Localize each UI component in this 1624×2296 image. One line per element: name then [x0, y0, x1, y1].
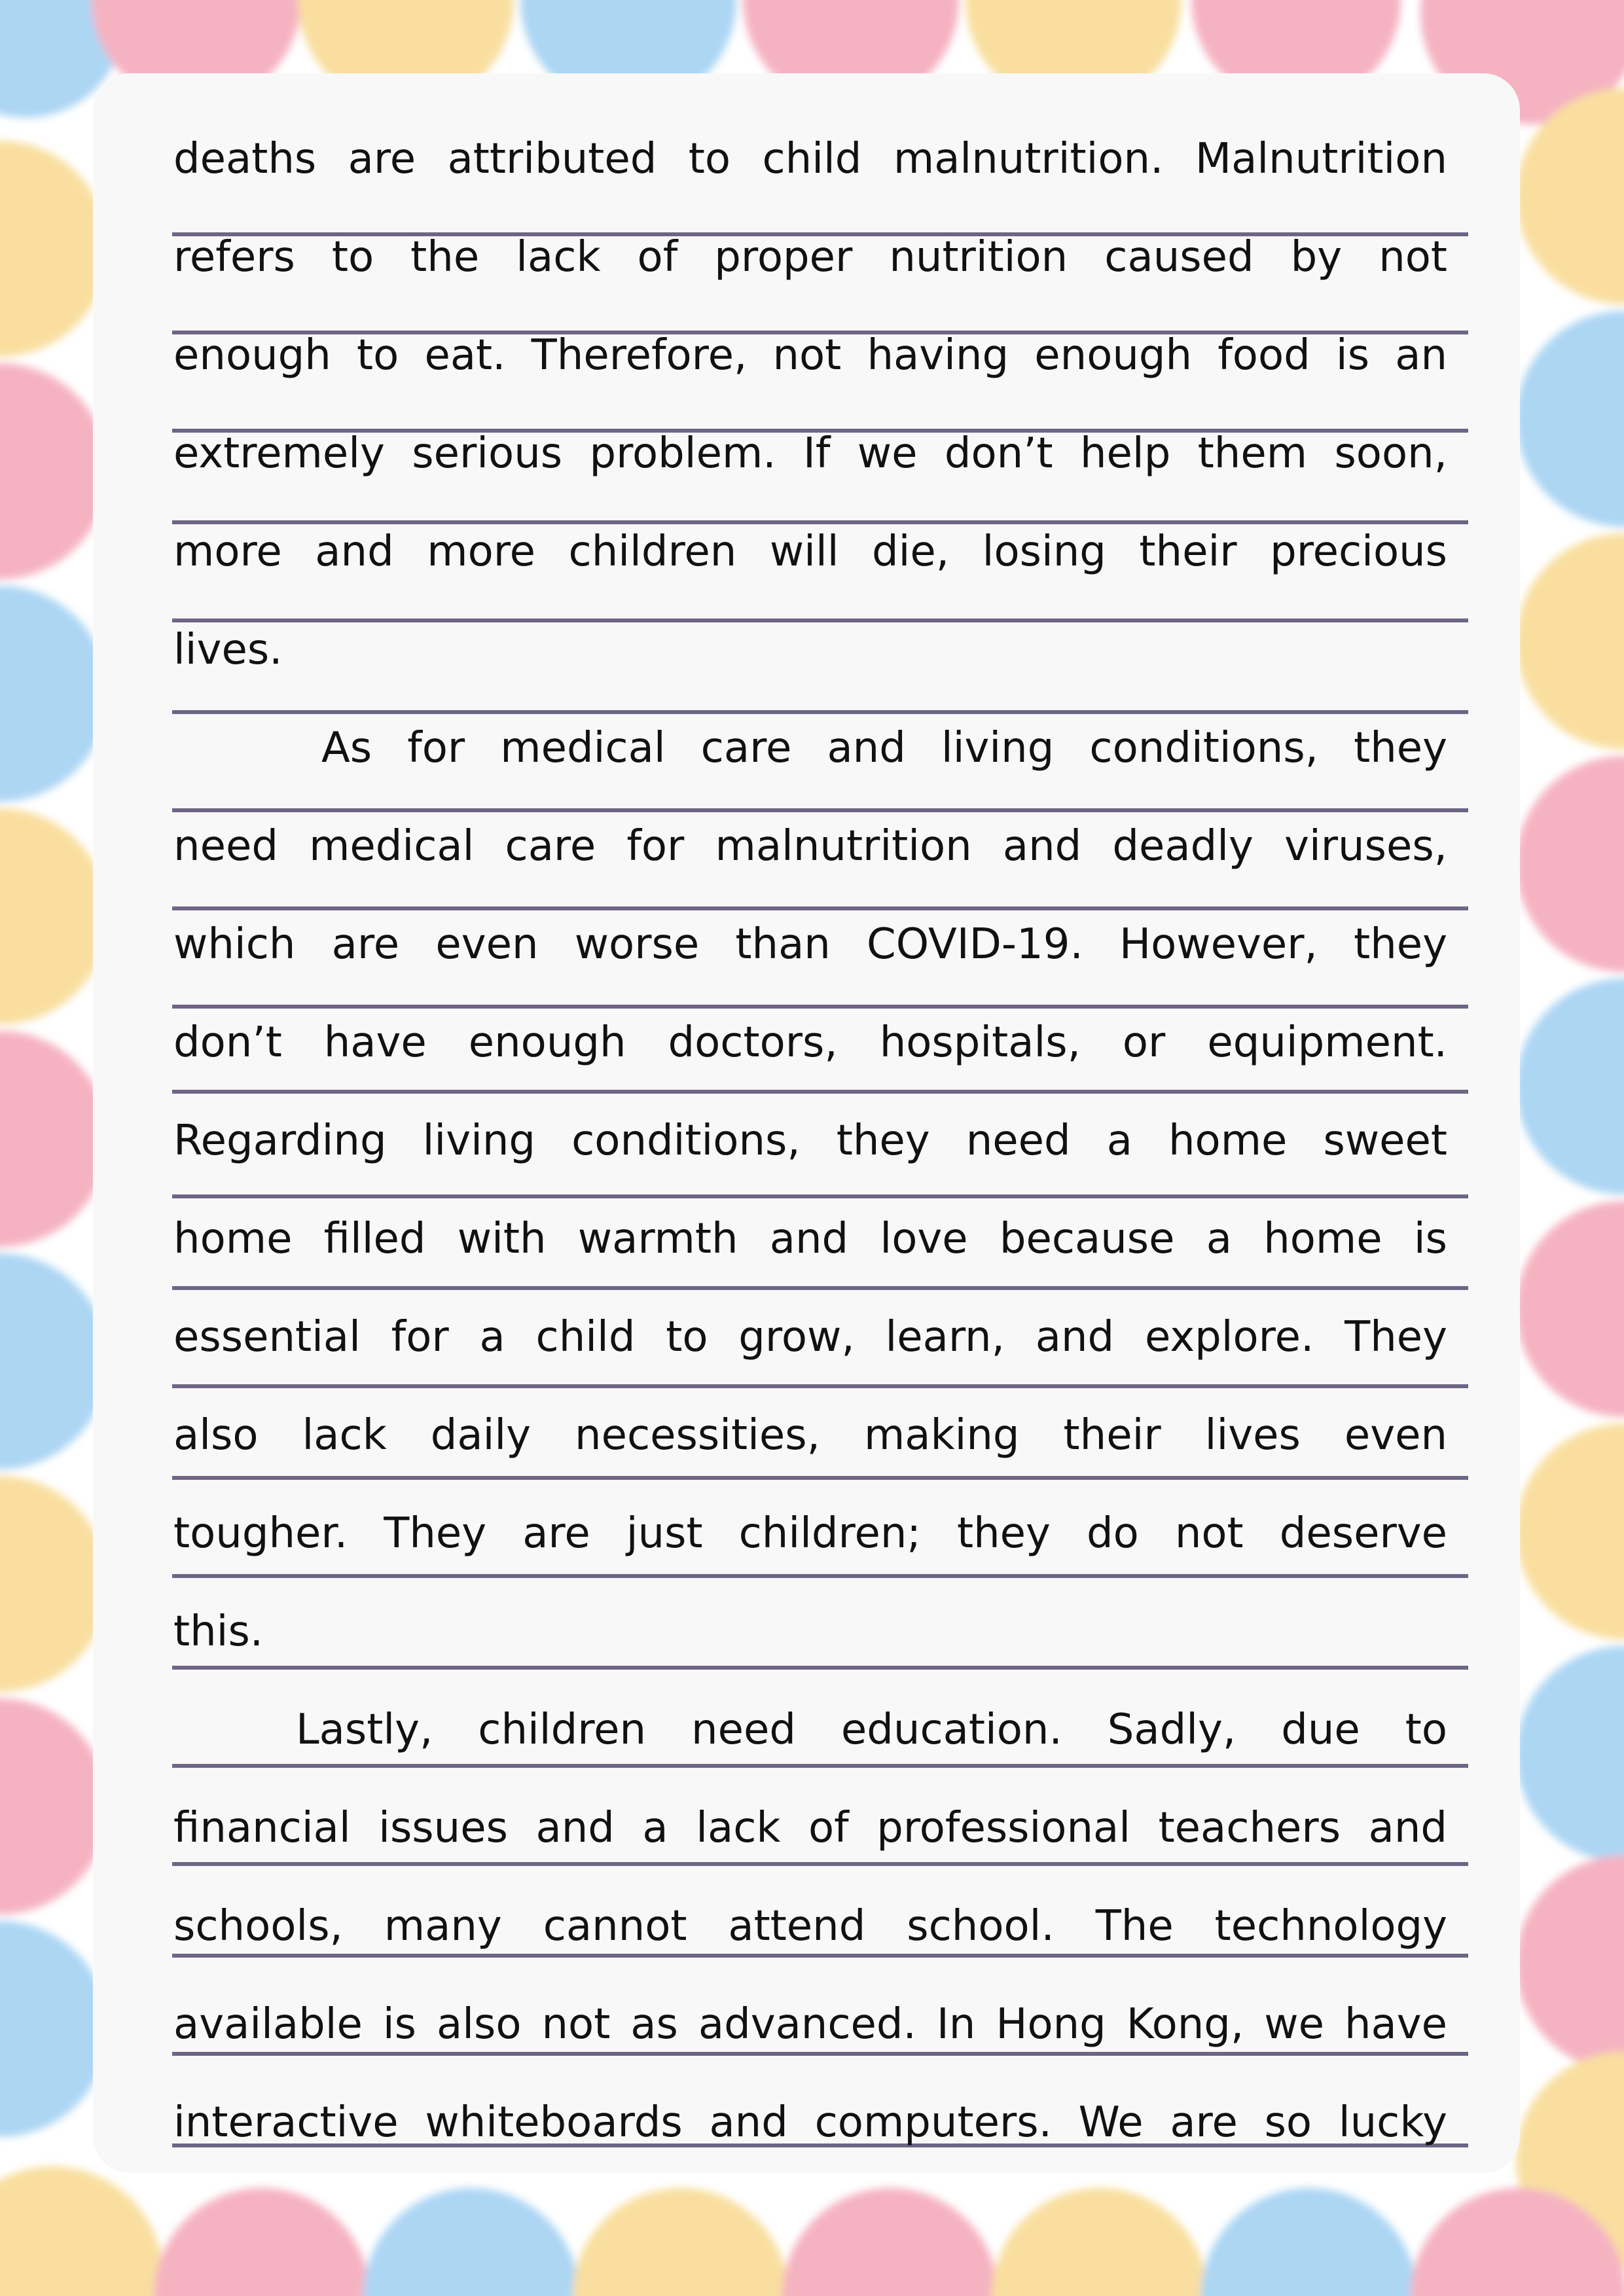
text-line-12: home filled with warmth and love because a home is	[173, 1215, 1447, 1263]
text-line-19: schools, many cannot attend school. The technology	[173, 1902, 1447, 1950]
text-line-14: also lack daily necessities, making their lives even	[173, 1411, 1447, 1460]
text-line-21: interactive whiteboards and computers. We are so lucky	[173, 2098, 1447, 2147]
text-line-13: essential for a child to grow, learn, and explore. They	[173, 1313, 1447, 1361]
text-line-6: lives.	[173, 626, 283, 674]
text-line-1: deaths are attributed to child malnutrition. Malnutrition	[173, 135, 1447, 183]
text-line-3: enough to eat. Therefore, not having enough food is an	[173, 331, 1447, 380]
text-line-15: tougher. They are just children; they do not deserve	[173, 1509, 1447, 1558]
text-line-4: extremely serious problem. If we don’t help them soon,	[173, 429, 1447, 478]
text-line-20: available is also not as advanced. In Hong Kong, we have	[173, 2000, 1447, 2049]
text-line-17: Lastly, children need education. Sadly, due to	[296, 1706, 1447, 1754]
text-line-11: Regarding living conditions, they need a home sweet	[173, 1117, 1447, 1165]
text-line-5: more and more children will die, losing their precious	[173, 528, 1447, 576]
text-line-7: As for medical care and living conditions, they	[321, 724, 1447, 772]
text-line-10: don’t have enough doctors, hospitals, or equipment.	[173, 1018, 1447, 1067]
text-line-8: need medical care for malnutrition and deadly viruses,	[173, 822, 1447, 870]
text-line-2: refers to the lack of proper nutrition caused by not	[173, 233, 1447, 281]
text-line-9: which are even worse than COVID-19. However, they	[173, 920, 1447, 969]
text-line-18: financial issues and a lack of professional teachers and	[173, 1804, 1447, 1852]
text-line-16: this.	[173, 1607, 264, 1656]
